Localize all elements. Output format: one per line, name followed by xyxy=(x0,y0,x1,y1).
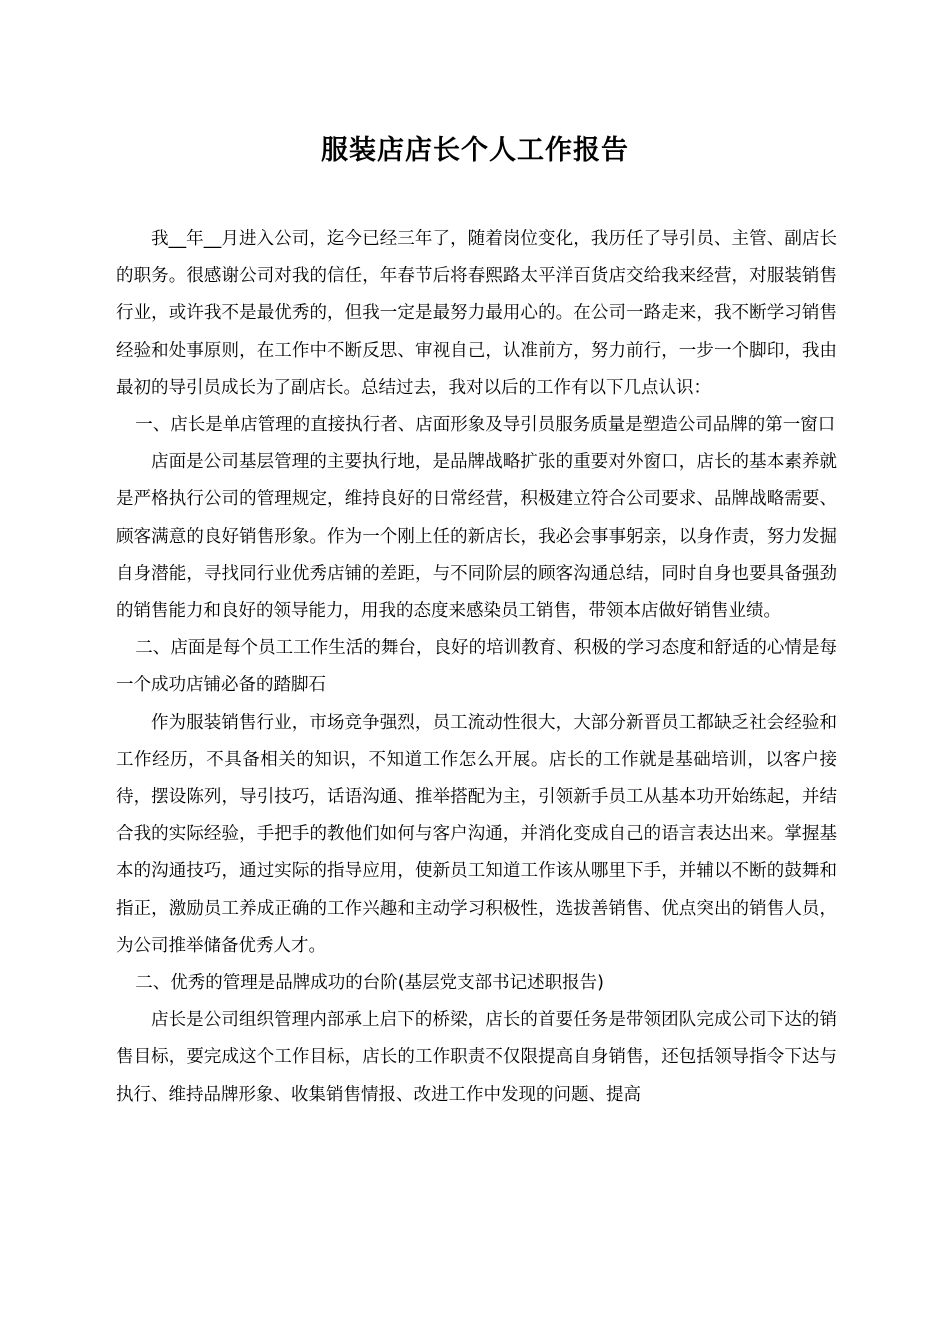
document-title: 服装店店长个人工作报告 xyxy=(321,135,629,166)
section-1-paragraph: 店面是公司基层管理的主要执行地，是品牌战略扩张的重要对外窗口，店长的基本素养就是严格执行公司的管理规定，维持良好的日常经营，积极建立符合公司要求、品牌战略需要、顾客满意的良好销售形象。作为一个刚上任的新店长，我必会事事躬亲，以身作责，努力发掘自身潜能，寻找同行业优秀店铺的差距，与不同阶层的顾客沟通总结，同时自身也要具备强劲的销售能力和良好的领导能力，用我的态度来感染员工销售，带领本店做好销售业绩。 xyxy=(116,452,837,622)
section-3-paragraph: 店长是公司组织管理内部承上启下的桥梁，店长的首要任务是带领团队完成公司下达的销售目标，要完成这个工作目标，店长的工作职责不仅限提高自身销售，还包括领导指令下达与执行、维持品牌形象、收集销售情报、改进工作中发现的问题、提高 xyxy=(116,1010,837,1105)
section-heading-3: 二、优秀的管理是品牌成功的台阶(基层党支部书记述职报告) xyxy=(135,973,604,994)
document-body xyxy=(116,221,837,1114)
section-heading-1: 一、店长是单店管理的直接执行者、店面形象及导引员服务质量是塑造公司品牌的第一窗口 xyxy=(135,415,836,436)
section-2-paragraph: 作为服装销售行业，市场竞争强烈，员工流动性很大，大部分新晋员工都缺乏社会经验和工作经历，不具备相关的知识，不知道工作怎么开展。店长的工作就是基础培训，以客户接待，摆设陈列，导引技巧，话语沟通、推举搭配为主，引领新手员工从基本功开始练起，并结合我的实际经验，手把手的教他们如何与客户沟通，并消化变成自己的语言表达出来。掌握基本的沟通技巧，通过实际的指导应用，使新员工知道工作该从哪里下手，并辅以不断的鼓舞和指正，激励员工养成正确的工作兴趣和主动学习积极性，选拔善销售、优点突出的销售人员，为公司推举储备优秀人才。 xyxy=(116,712,837,956)
section-heading-2: 二、店面是每个员工工作生活的舞台，良好的培训教育、积极的学习态度和舒适的心情是每一个成功店铺必备的踏脚石 xyxy=(116,638,837,696)
intro-paragraph: 我__年__月进入公司，迄今已经三年了，随着岗位变化，我历任了导引员、主管、副店长的职务。很感谢公司对我的信任，年春节后将春熙路太平洋百货店交给我来经营，对服装销售行业，或许我不是最优秀的，但我一定是最努力最用心的。在公司一路走来，我不断学习销售经验和处事原则，在工作中不断反思、审视自己，认准前方，努力前行，一步一个脚印，我由最初的导引员成长为了副店长。总结过去，我对以后的工作有以下几点认识： xyxy=(116,229,837,398)
